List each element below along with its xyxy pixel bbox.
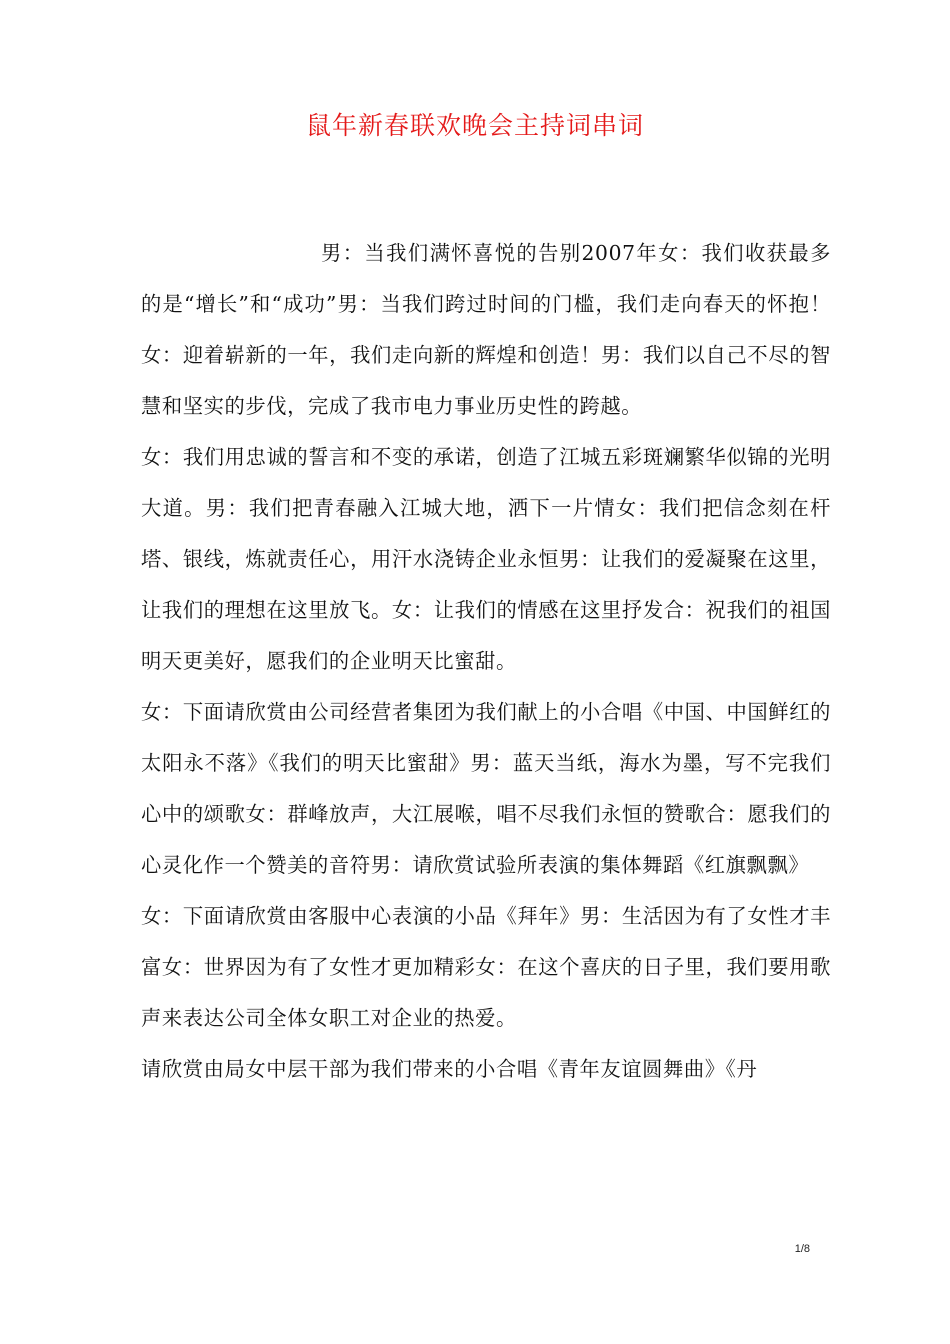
paragraph-4: 女：下面请欣赏由客服中心表演的小品《拜年》男：生活因为有了女性才丰富女：世界因为有了女性才更加精彩女：在这个喜庆的日子里，我们要用歌声来表达公司全体女职工对企业的热爱。 [141, 904, 831, 1030]
page-number: 1/8 [794, 1243, 810, 1255]
paragraph-3: 女：下面请欣赏由公司经营者集团为我们献上的小合唱《中国、中国鲜红的太阳永不落》《我们的明天比蜜甜》男：蓝天当纸，海水为墨，写不完我们心中的颂歌女：群峰放声，大江展喉，唱不尽我们永恒的赞歌合：愿我们的心灵化作一个赞美的音符男：请欣赏试验所表演的集体舞蹈《红旗飘飘》 [141, 700, 831, 877]
paragraph-1: 男：当我们满怀喜悦的告别2007年女：我们收获最多的是“增长”和“成功”男：当我们跨过时间的门槛，我们走向春天的怀抱！女：迎着崭新的一年，我们走向新的辉煌和创造！男：我们以自己不尽的智慧和坚实的步伐，完成了我市电力事业历史性的跨越。 [141, 241, 831, 418]
paragraph-5: 请欣赏由局女中层干部为我们带来的小合唱《青年友谊圆舞曲》《丹 [141, 1057, 758, 1081]
document-body [141, 228, 831, 1095]
document-title: 鼠年新春联欢晚会主持词串词 [305, 111, 644, 140]
paragraph-2: 女：我们用忠诚的誓言和不变的承诺，创造了江城五彩斑斓繁华似锦的光明大道。男：我们把青春融入江城大地，洒下一片情女：我们把信念刻在杆塔、银线，炼就责任心，用汗水浇铸企业永恒男：让我们的爱凝聚在这里，让我们的理想在这里放飞。女：让我们的情感在这里抒发合：祝我们的祖国明天更美好，愿我们的企业明天比蜜甜。 [141, 445, 831, 673]
